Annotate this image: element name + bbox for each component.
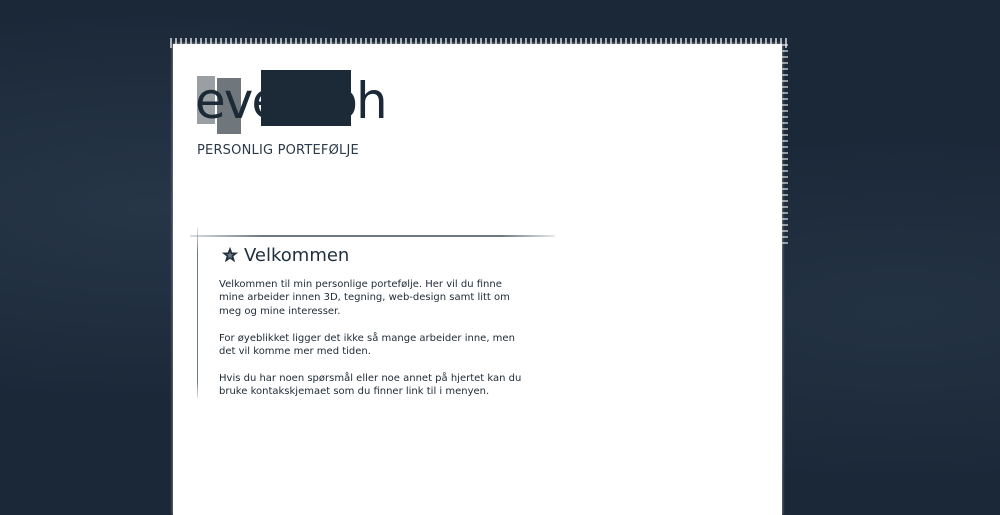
site-logo[interactable] bbox=[195, 68, 386, 136]
star-icon bbox=[221, 246, 239, 264]
welcome-paragraph: Velkommen til min personlige portefølje. Her vil du finne mine arbeider innen 3D, tegning, web-design samt litt om meg og mine interesser. bbox=[219, 279, 510, 317]
welcome-paragraph: For øyeblikket ligger det ikke så mange arbeider inne, men det vil komme mer med tiden. bbox=[219, 332, 515, 358]
logo-text: eventoh bbox=[195, 72, 386, 130]
welcome-paragraph: Hvis du har noen spørsmål eller noe annet på hjertet kan du bruke kontakskjemaet som du finner link til i menyen. bbox=[219, 372, 522, 398]
welcome-heading bbox=[221, 243, 349, 267]
section-divider-horizontal bbox=[190, 235, 555, 237]
site-tagline: PERSONLIG PORTEFØLJE bbox=[197, 143, 359, 158]
welcome-text bbox=[219, 278, 524, 412]
welcome-title: Velkommen bbox=[244, 244, 350, 266]
section-divider-vertical bbox=[197, 228, 198, 398]
logo-overlay bbox=[195, 68, 355, 136]
